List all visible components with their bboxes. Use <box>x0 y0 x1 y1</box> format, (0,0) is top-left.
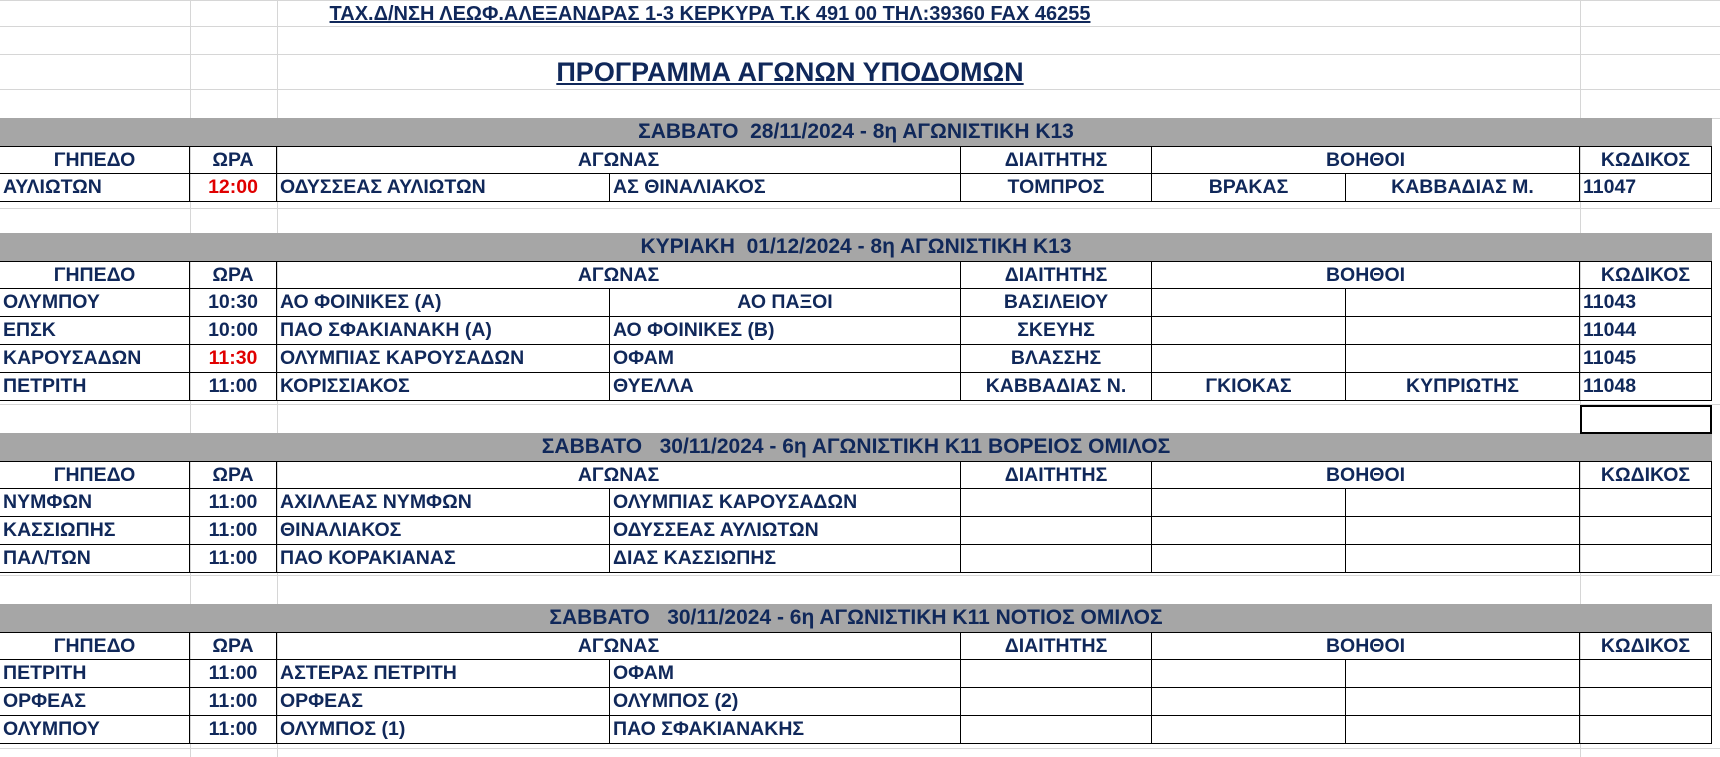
match-row <box>0 345 1712 373</box>
gridline-horizontal <box>0 54 1720 55</box>
selected-cell[interactable] <box>1580 405 1712 434</box>
section-title: ΣΑΒΒΑΤΟ 30/11/2024 - 6η ΑΓΩΝΙΣΤΙΚΗ Κ11 ΝΟΤΙΟΣ ΟΜΙΛΟΣ <box>549 606 1163 629</box>
gridline-horizontal <box>0 89 1720 90</box>
assistant-cell[interactable] <box>1346 517 1580 544</box>
header-referee[interactable]: ΔΙΑΙΤΗΤΗΣ <box>961 633 1152 660</box>
venue-cell[interactable]: ΕΠΣΚ <box>0 317 190 344</box>
referee-cell[interactable] <box>961 517 1152 544</box>
assistant-cell[interactable]: ΚΑΒΒΑΔΙΑΣ Μ. <box>1346 174 1580 201</box>
code-cell[interactable]: 11045 <box>1583 347 1637 369</box>
section-band <box>0 604 1712 632</box>
time-cell[interactable]: 11:00 <box>190 517 277 544</box>
header-match[interactable]: ΑΓΩΝΑΣ <box>277 147 961 174</box>
header-time[interactable]: ΩΡΑ <box>190 633 277 660</box>
assistant-cell[interactable] <box>1152 317 1346 344</box>
header-venue[interactable]: ΓΗΠΕΔΟ <box>0 262 190 289</box>
code-cell[interactable] <box>1580 660 1712 687</box>
assistant-cell[interactable] <box>1152 345 1346 372</box>
away-team-cell[interactable]: ΟΛΥΜΠΟΣ (2) <box>610 688 961 715</box>
header-time[interactable]: ΩΡΑ <box>190 462 277 489</box>
away-team-cell[interactable]: ΟΔΥΣΣΕΑΣ ΑΥΛΙΩΤΩΝ <box>610 517 961 544</box>
code-cell[interactable] <box>1580 545 1712 572</box>
assistant-cell[interactable] <box>1346 688 1580 715</box>
match-row <box>0 545 1712 573</box>
header-assistants[interactable]: ΒΟΗΘΟΙ <box>1152 462 1580 489</box>
assistant-cell[interactable] <box>1346 545 1580 572</box>
code-cell[interactable] <box>1580 688 1712 715</box>
match-row <box>0 289 1712 317</box>
referee-cell[interactable] <box>961 660 1152 687</box>
home-team-cell[interactable]: ΘΙΝΑΛΙΑΚΟΣ <box>277 517 610 544</box>
assistant-cell[interactable] <box>1346 289 1580 316</box>
venue-cell[interactable]: ΟΡΦΕΑΣ <box>0 688 190 715</box>
header-assistants[interactable]: ΒΟΗΘΟΙ <box>1152 147 1580 174</box>
assistant-cell[interactable] <box>1152 517 1346 544</box>
assistant-cell[interactable] <box>1152 545 1346 572</box>
referee-cell[interactable] <box>961 545 1152 572</box>
header-assistants[interactable]: ΒΟΗΘΟΙ <box>1152 262 1580 289</box>
home-team-cell[interactable]: ΠΑΟ ΚΟΡΑΚΙΑΝΑΣ <box>277 545 610 572</box>
column-header-row <box>0 632 1712 660</box>
code-cell[interactable] <box>1580 716 1712 743</box>
assistant-cell[interactable] <box>1346 660 1580 687</box>
header-venue[interactable]: ΓΗΠΕΔΟ <box>0 633 190 660</box>
assistant-cell[interactable] <box>1152 716 1346 743</box>
code-cell[interactable] <box>1580 517 1712 544</box>
assistant-cell[interactable] <box>1152 688 1346 715</box>
home-team-cell[interactable]: ΟΛΥΜΠΟΣ (1) <box>277 716 610 743</box>
page-title: ΠΡΟΓΡΑΜΜΑ ΑΓΩΝΩΝ ΥΠΟΔΟΜΩΝ <box>556 57 1024 87</box>
away-team-cell[interactable]: ΔΙΑΣ ΚΑΣΣΙΩΠΗΣ <box>610 545 961 572</box>
match-row <box>0 489 1712 517</box>
referee-cell[interactable] <box>961 688 1152 715</box>
section-title: ΚΥΡΙΑΚΗ 01/12/2024 - 8η ΑΓΩΝΙΣΤΙΚΗ Κ13 <box>640 235 1072 258</box>
time-cell[interactable]: 11:30 <box>190 345 277 372</box>
away-team-cell[interactable]: ΟΦΑΜ <box>610 345 961 372</box>
venue-cell[interactable]: ΚΑΡΟΥΣΑΔΩΝ <box>0 345 190 372</box>
assistant-cell[interactable] <box>1152 660 1346 687</box>
gridline-horizontal <box>0 748 1720 749</box>
gridline-horizontal <box>0 0 1720 1</box>
away-team-cell[interactable]: ΑΟ ΠΑΞΟΙ <box>610 289 961 316</box>
assistant-cell[interactable] <box>1346 716 1580 743</box>
header-time[interactable]: ΩΡΑ <box>190 262 277 289</box>
referee-cell[interactable]: ΒΑΣΙΛΕΙΟΥ <box>961 289 1152 316</box>
code-cell[interactable]: 11047 <box>1583 176 1637 198</box>
venue-cell[interactable]: ΠΕΤΡΙΤΗ <box>0 660 190 687</box>
gridline-horizontal <box>0 404 1720 405</box>
time-cell[interactable]: 11:00 <box>190 489 277 516</box>
venue-cell[interactable]: ΠΑΛ/ΤΩΝ <box>0 545 190 572</box>
home-team-cell[interactable]: ΑΧΙΛΛΕΑΣ ΝΥΜΦΩΝ <box>277 489 610 516</box>
header-match[interactable]: ΑΓΩΝΑΣ <box>277 633 961 660</box>
time-cell[interactable]: 12:00 <box>190 174 277 201</box>
section-title: ΣΑΒΒΑΤΟ 30/11/2024 - 6η ΑΓΩΝΙΣΤΙΚΗ Κ11 ΒΟΡΕΙΟΣ ΟΜΙΛΟΣ <box>541 435 1171 458</box>
header-code[interactable]: ΚΩΔΙΚΟΣ <box>1580 147 1712 174</box>
header-assistants[interactable]: ΒΟΗΘΟΙ <box>1152 633 1580 660</box>
venue-cell[interactable]: ΟΛΥΜΠΟΥ <box>0 716 190 743</box>
away-team-cell[interactable]: ΟΦΑΜ <box>610 660 961 687</box>
header-match[interactable]: ΑΓΩΝΑΣ <box>277 462 961 489</box>
assistant-cell[interactable] <box>1152 489 1346 516</box>
venue-cell[interactable]: ΚΑΣΣΙΩΠΗΣ <box>0 517 190 544</box>
match-row <box>0 716 1712 744</box>
venue-cell[interactable]: ΠΕΤΡΙΤΗ <box>0 373 190 400</box>
gridline-horizontal <box>0 26 1720 27</box>
assistant-cell[interactable] <box>1346 345 1580 372</box>
home-team-cell[interactable]: ΚΟΡΙΣΣΙΑΚΟΣ <box>277 373 610 400</box>
away-team-cell[interactable]: ΘΥΕΛΛΑ <box>610 373 961 400</box>
column-header-row <box>0 146 1712 174</box>
away-team-cell[interactable]: ΠΑΟ ΣΦΑΚΙΑΝΑΚΗΣ <box>610 716 961 743</box>
match-row <box>0 317 1712 345</box>
home-team-cell[interactable]: ΟΔΥΣΣΕΑΣ ΑΥΛΙΩΤΩΝ <box>277 174 610 201</box>
section-band <box>0 433 1712 461</box>
header-code[interactable]: ΚΩΔΙΚΟΣ <box>1580 462 1712 489</box>
section-band <box>0 118 1712 146</box>
away-team-cell[interactable]: ΟΛΥΜΠΙΑΣ ΚΑΡΟΥΣΑΔΩΝ <box>610 489 961 516</box>
code-cell[interactable]: 11043 <box>1583 291 1637 313</box>
home-team-cell[interactable]: ΠΑΟ ΣΦΑΚΙΑΝΑΚΗ (Α) <box>277 317 610 344</box>
header-code[interactable]: ΚΩΔΙΚΟΣ <box>1580 262 1712 289</box>
header-referee[interactable]: ΔΙΑΙΤΗΤΗΣ <box>961 147 1152 174</box>
match-row <box>0 517 1712 545</box>
header-referee[interactable]: ΔΙΑΙΤΗΤΗΣ <box>961 262 1152 289</box>
time-cell[interactable]: 10:30 <box>190 289 277 316</box>
column-header-row <box>0 461 1712 489</box>
referee-cell[interactable] <box>961 489 1152 516</box>
home-team-cell[interactable]: ΟΛΥΜΠΙΑΣ ΚΑΡΟΥΣΑΔΩΝ <box>277 345 610 372</box>
assistant-cell[interactable]: ΓΚΙΟΚΑΣ <box>1152 373 1346 400</box>
assistant-cell[interactable] <box>1152 289 1346 316</box>
home-team-cell[interactable]: ΟΡΦΕΑΣ <box>277 688 610 715</box>
referee-cell[interactable] <box>961 716 1152 743</box>
home-team-cell[interactable]: ΑΟ ΦΟΙΝΙΚΕΣ (Α) <box>277 289 610 316</box>
section-band <box>0 233 1712 261</box>
assistant-cell[interactable]: ΚΥΠΡΙΩΤΗΣ <box>1346 373 1580 400</box>
header-venue[interactable]: ΓΗΠΕΔΟ <box>0 147 190 174</box>
time-cell[interactable]: 11:00 <box>190 545 277 572</box>
match-row <box>0 660 1712 688</box>
match-row <box>0 174 1712 202</box>
time-cell[interactable]: 10:00 <box>190 317 277 344</box>
assistant-cell[interactable] <box>1346 489 1580 516</box>
referee-cell[interactable]: ΤΟΜΠΡΟΣ <box>961 174 1152 201</box>
time-cell[interactable]: 11:00 <box>190 373 277 400</box>
time-cell[interactable]: 11:00 <box>190 688 277 715</box>
section-title: ΣΑΒΒΑΤΟ 28/11/2024 - 8η ΑΓΩΝΙΣΤΙΚΗ Κ13 <box>638 120 1074 143</box>
header-venue[interactable]: ΓΗΠΕΔΟ <box>0 462 190 489</box>
code-cell[interactable]: 11048 <box>1583 375 1637 397</box>
away-team-cell[interactable]: ΑΣ ΘΙΝΑΛΙΑΚΟΣ <box>610 174 961 201</box>
gridline-horizontal <box>0 208 1720 209</box>
time-cell[interactable]: 11:00 <box>190 716 277 743</box>
code-cell[interactable] <box>1580 489 1712 516</box>
column-header-row <box>0 261 1712 289</box>
header-match[interactable]: ΑΓΩΝΑΣ <box>277 262 961 289</box>
header-time[interactable]: ΩΡΑ <box>190 147 277 174</box>
match-row <box>0 688 1712 716</box>
referee-cell[interactable]: ΚΑΒΒΑΔΙΑΣ Ν. <box>961 373 1152 400</box>
home-team-cell[interactable]: ΑΣΤΕΡΑΣ ΠΕΤΡΙΤΗ <box>277 660 610 687</box>
referee-cell[interactable]: ΒΛΑΣΣΗΣ <box>961 345 1152 372</box>
venue-cell[interactable]: ΟΛΥΜΠΟΥ <box>0 289 190 316</box>
referee-cell[interactable]: ΣΚΕΥΗΣ <box>961 317 1152 344</box>
gridline-horizontal <box>0 575 1720 576</box>
venue-cell[interactable]: ΝΥΜΦΩΝ <box>0 489 190 516</box>
assistant-cell[interactable]: ΒΡΑΚΑΣ <box>1152 174 1346 201</box>
assistant-cell[interactable] <box>1346 317 1580 344</box>
header-referee[interactable]: ΔΙΑΙΤΗΤΗΣ <box>961 462 1152 489</box>
away-team-cell[interactable]: ΑΟ ΦΟΙΝΙΚΕΣ (Β) <box>610 317 961 344</box>
match-row <box>0 373 1712 401</box>
address-line: ΤΑΧ.Δ/ΝΣΗ ΛΕΩΦ.ΑΛΕΞΑΝΔΡΑΣ 1-3 ΚΕΡΚΥΡΑ Τ.Κ 491 00 ΤΗΛ:39360 FAX 46255 <box>329 3 1091 25</box>
venue-cell[interactable]: ΑΥΛΙΩΤΩΝ <box>0 174 190 201</box>
header-code[interactable]: ΚΩΔΙΚΟΣ <box>1580 633 1712 660</box>
time-cell[interactable]: 11:00 <box>190 660 277 687</box>
code-cell[interactable]: 11044 <box>1583 319 1637 341</box>
